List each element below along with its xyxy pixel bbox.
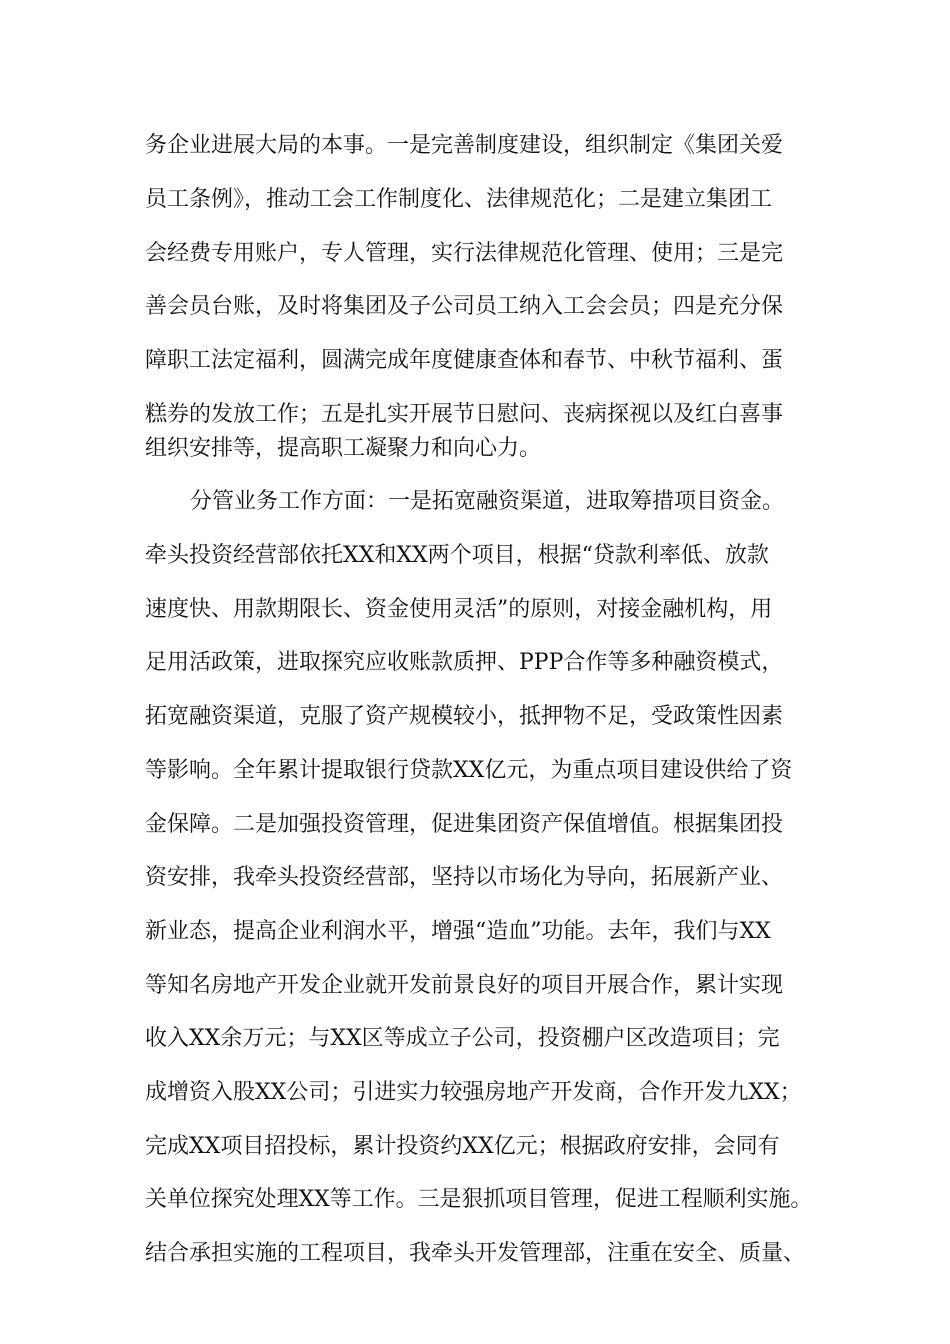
- text-line: 等知名房地产开发企业就开发前景良好的项目开展合作，累计实现: [145, 973, 784, 998]
- text-line: 员工条例》，推动工会工作制度化、法律规范化；二是建立集团工: [145, 187, 773, 212]
- text-line: 务企业进展大局的本事。一是完善制度建设，组织制定《集团关爱: [145, 133, 784, 158]
- text-line: 资安排，我牵头投资经营部，坚持以市场化为导向，拓展新产业、: [145, 865, 784, 890]
- text-line: 障职工法定福利，圆满完成年度健康查体和春节、中秋节福利、蛋: [145, 348, 784, 373]
- paragraph-first-line: 分管业务工作方面：一是拓宽融资渠道，进取筹措项目资金。: [190, 489, 785, 514]
- text-line: 组织安排等，提高职工凝聚力和向心力。: [145, 436, 542, 461]
- text-line: 拓宽融资渠道，克服了资产规模较小，抵押物不足，受政策性因素: [145, 704, 784, 729]
- text-line: 糕券的发放工作；五是扎实开展节日慰问、丧病探视以及红白喜事: [145, 402, 784, 427]
- text-line: 速度快、用款期限长、资金使用灵活”的原则，对接金融机构，用: [145, 597, 773, 622]
- text-line: 牵头投资经营部依托XX和XX两个项目，根据“贷款利率低、放款: [145, 543, 769, 568]
- text-line: 结合承担实施的工程项目，我牵头开发管理部，注重在安全、质量、: [145, 1241, 806, 1266]
- text-line: 收入XX余万元；与XX区等成立子公司，投资棚户区改造项目；完: [145, 1026, 780, 1051]
- text-line: 会经费专用账户，专人管理，实行法律规范化管理、使用；三是完: [145, 241, 784, 266]
- text-line: 关单位探究处理XX等工作。三是狠抓项目管理，促进工程顺利实施。: [145, 1187, 813, 1212]
- text-line: 足用活政策，进取探究应收账款质押、PPP合作等多种融资模式，: [145, 650, 784, 675]
- text-line: 新业态，提高企业利润水平，增强“造血”功能。去年，我们与XX: [145, 919, 771, 944]
- text-line: 完成XX项目招投标，累计投资约XX亿元；根据政府安排，会同有: [145, 1134, 780, 1159]
- text-line: 成增资入股XX公司；引进实力较强房地产开发商，合作开发九XX；: [145, 1080, 802, 1105]
- text-line: 善会员台账，及时将集团及子公司员工纳入工会会员；四是充分保: [145, 294, 784, 319]
- text-line: 等影响。全年累计提取银行贷款XX亿元，为重点项目建设供给了资: [145, 758, 793, 783]
- text-line: 金保障。二是加强投资管理，促进集团资产保值增值。根据集团投: [145, 812, 784, 837]
